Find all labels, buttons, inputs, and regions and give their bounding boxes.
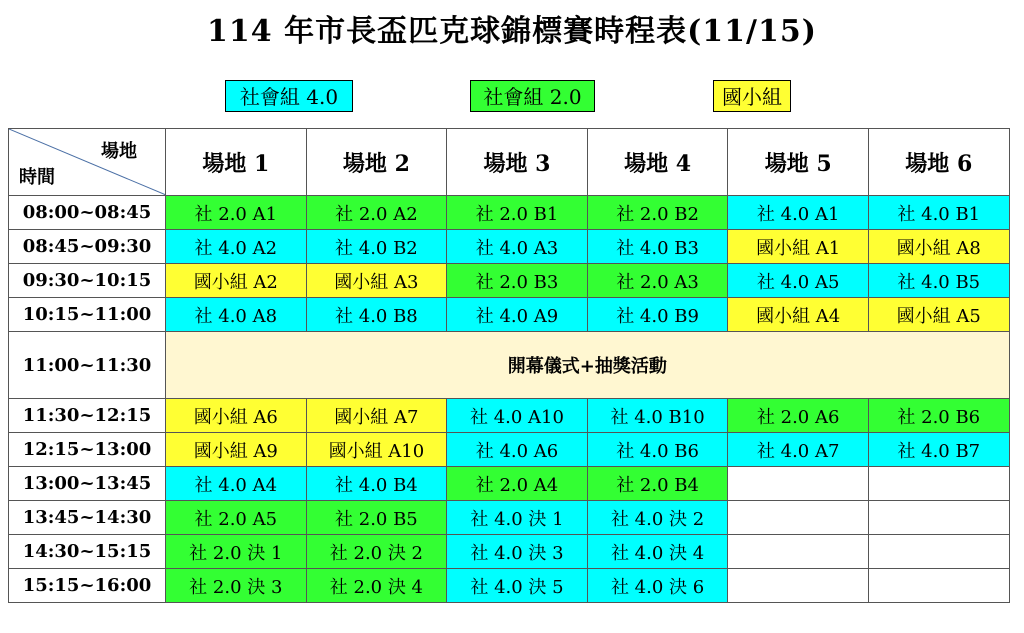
match-cell: 社 2.0 A4 (447, 467, 588, 501)
corner-cell (9, 129, 166, 196)
match-cell: 社 2.0 B1 (447, 196, 588, 230)
empty-cell (728, 569, 869, 603)
schedule-table (8, 128, 1010, 603)
match-cell: 社 4.0 A9 (447, 298, 588, 332)
table-row (9, 196, 1010, 230)
empty-cell (728, 467, 869, 501)
match-cell: 社 2.0 A3 (587, 264, 728, 298)
match-cell: 社 4.0 決 6 (587, 569, 728, 603)
break-row (9, 332, 1010, 399)
match-cell: 社 2.0 B2 (587, 196, 728, 230)
match-cell: 國小組 A5 (868, 298, 1009, 332)
table-row (9, 264, 1010, 298)
match-cell: 社 4.0 B10 (587, 399, 728, 433)
time-slot: 12:15~13:00 (9, 433, 166, 467)
match-cell: 國小組 A2 (166, 264, 307, 298)
match-cell: 社 2.0 決 1 (166, 535, 307, 569)
venue-header: 場地 4 (587, 129, 728, 196)
time-slot: 13:00~13:45 (9, 467, 166, 501)
time-slot: 15:15~16:00 (9, 569, 166, 603)
match-cell: 社 4.0 B5 (868, 264, 1009, 298)
match-cell: 社 4.0 A2 (166, 230, 307, 264)
match-cell: 社 4.0 B9 (587, 298, 728, 332)
time-slot: 09:30~10:15 (9, 264, 166, 298)
empty-cell (728, 501, 869, 535)
venue-header: 場地 5 (728, 129, 869, 196)
match-cell: 社 2.0 B6 (868, 399, 1009, 433)
venue-header: 場地 1 (166, 129, 307, 196)
match-cell: 社 4.0 A6 (447, 433, 588, 467)
match-cell: 社 4.0 B1 (868, 196, 1009, 230)
legend-society-2-0: 社會組 2.0 (470, 80, 595, 112)
match-cell: 社 4.0 B7 (868, 433, 1009, 467)
time-slot: 08:00~08:45 (9, 196, 166, 230)
time-slot: 11:30~12:15 (9, 399, 166, 433)
match-cell: 社 4.0 B2 (306, 230, 447, 264)
match-cell: 社 4.0 A5 (728, 264, 869, 298)
match-cell: 社 4.0 A10 (447, 399, 588, 433)
break-time: 11:00~11:30 (9, 332, 166, 399)
match-cell: 國小組 A10 (306, 433, 447, 467)
match-cell: 社 2.0 A1 (166, 196, 307, 230)
match-cell: 社 4.0 決 4 (587, 535, 728, 569)
match-cell: 社 2.0 B4 (587, 467, 728, 501)
empty-cell (868, 501, 1009, 535)
match-cell: 國小組 A4 (728, 298, 869, 332)
match-cell: 社 4.0 B4 (306, 467, 447, 501)
table-row (9, 501, 1010, 535)
match-cell: 社 4.0 決 1 (447, 501, 588, 535)
table-row (9, 535, 1010, 569)
venue-header: 場地 6 (868, 129, 1009, 196)
page-title: 114 年市長盃匹克球錦標賽時程表(11/15) (207, 14, 817, 49)
empty-cell (868, 467, 1009, 501)
match-cell: 社 2.0 決 2 (306, 535, 447, 569)
corner-venue-label: 場地 (101, 141, 137, 162)
match-cell: 社 4.0 A3 (447, 230, 588, 264)
empty-cell (868, 535, 1009, 569)
header-row (9, 129, 1010, 196)
table-row (9, 467, 1010, 501)
match-cell: 社 4.0 決 5 (447, 569, 588, 603)
match-cell: 社 2.0 A2 (306, 196, 447, 230)
match-cell: 國小組 A8 (868, 230, 1009, 264)
corner-time-label: 時間 (19, 167, 55, 188)
match-cell: 國小組 A9 (166, 433, 307, 467)
time-slot: 13:45~14:30 (9, 501, 166, 535)
match-cell: 國小組 A3 (306, 264, 447, 298)
match-cell: 社 2.0 決 3 (166, 569, 307, 603)
table-row (9, 230, 1010, 264)
match-cell: 國小組 A6 (166, 399, 307, 433)
match-cell: 社 4.0 A1 (728, 196, 869, 230)
table-row (9, 298, 1010, 332)
venue-header: 場地 2 (306, 129, 447, 196)
match-cell: 社 2.0 A6 (728, 399, 869, 433)
match-cell: 社 4.0 B3 (587, 230, 728, 264)
break-label: 開幕儀式+抽獎活動 (166, 332, 1010, 399)
match-cell: 社 4.0 決 2 (587, 501, 728, 535)
match-cell: 社 4.0 決 3 (447, 535, 588, 569)
match-cell: 社 2.0 B3 (447, 264, 588, 298)
venue-header: 場地 3 (447, 129, 588, 196)
time-slot: 14:30~15:15 (9, 535, 166, 569)
match-cell: 國小組 A7 (306, 399, 447, 433)
legend-elementary: 國小組 (713, 80, 791, 112)
match-cell: 社 4.0 A7 (728, 433, 869, 467)
match-cell: 社 4.0 A8 (166, 298, 307, 332)
match-cell: 社 2.0 決 4 (306, 569, 447, 603)
match-cell: 社 2.0 A5 (166, 501, 307, 535)
time-slot: 08:45~09:30 (9, 230, 166, 264)
time-slot: 10:15~11:00 (9, 298, 166, 332)
table-row (9, 569, 1010, 603)
match-cell: 社 4.0 A4 (166, 467, 307, 501)
legend-society-4-0: 社會組 4.0 (225, 80, 353, 112)
match-cell: 社 4.0 B8 (306, 298, 447, 332)
match-cell: 社 2.0 B5 (306, 501, 447, 535)
empty-cell (728, 535, 869, 569)
match-cell: 國小組 A1 (728, 230, 869, 264)
table-row (9, 399, 1010, 433)
match-cell: 社 4.0 B6 (587, 433, 728, 467)
table-row (9, 433, 1010, 467)
empty-cell (868, 569, 1009, 603)
